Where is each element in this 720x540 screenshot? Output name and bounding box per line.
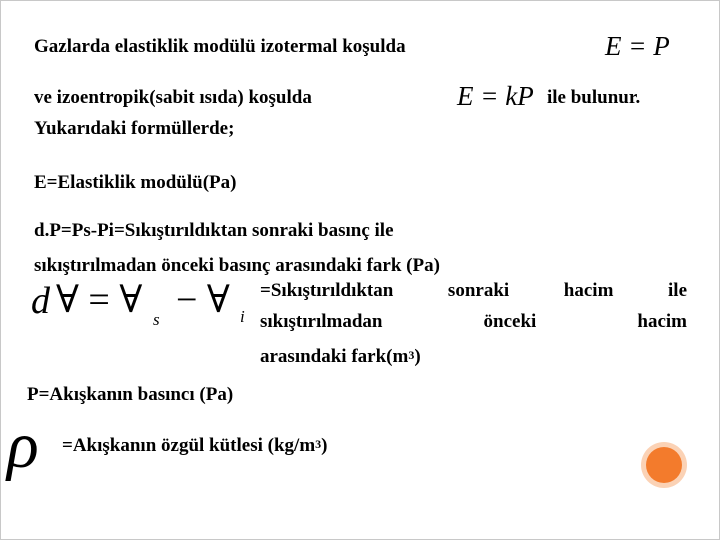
isothermal-formula: E = P	[605, 31, 670, 61]
decorative-circle-inner	[646, 447, 682, 483]
volume-minus: − ∀	[176, 279, 230, 321]
decorative-circle	[641, 442, 687, 488]
volume-desc-line-2: sıkıştırılmadan önceki hacim	[260, 311, 687, 332]
volume-d: d	[31, 280, 50, 322]
density-definition: =Akışkanın özgül kütlesi $(kg/m^3)$	[62, 435, 328, 456]
pressure-difference-line-1: d.P=Ps-Pi=Sıkıştırıldıktan sonraki basınç ile	[34, 220, 394, 241]
pressure-definition: P=Akışkanın basıncı (Pa)	[27, 384, 234, 405]
volume-sub-s: s	[153, 310, 160, 329]
volume-eq: ∀ = ∀	[56, 279, 143, 321]
pressure-difference-line-2: sıkıştırılmadan önceki basınç arasındaki fark (Pa)	[34, 255, 440, 276]
isentropic-formula: E = kP	[457, 81, 534, 111]
formulas-intro: Yukarıdaki formüllerde;	[34, 118, 235, 139]
isentropic-line-end: ile bulunur.	[547, 87, 641, 108]
elastic-modulus-definition: E=Elastiklik modülü(Pa)	[34, 172, 237, 193]
volume-sub-i: i	[240, 307, 245, 326]
isothermal-line: Gazlarda elastiklik modülü izotermal koşulda	[34, 36, 406, 57]
isentropic-line: ve izoentropik(sabit ısıda) koşulda	[34, 87, 312, 108]
rho-symbol: ρ	[7, 409, 39, 482]
volume-difference-description	[260, 275, 687, 337]
volume-desc-line-3: arasındaki $fark(m^3)$	[260, 346, 421, 367]
volume-desc-line-1: =Sıkıştırıldıktan sonraki hacim ile	[260, 280, 687, 301]
